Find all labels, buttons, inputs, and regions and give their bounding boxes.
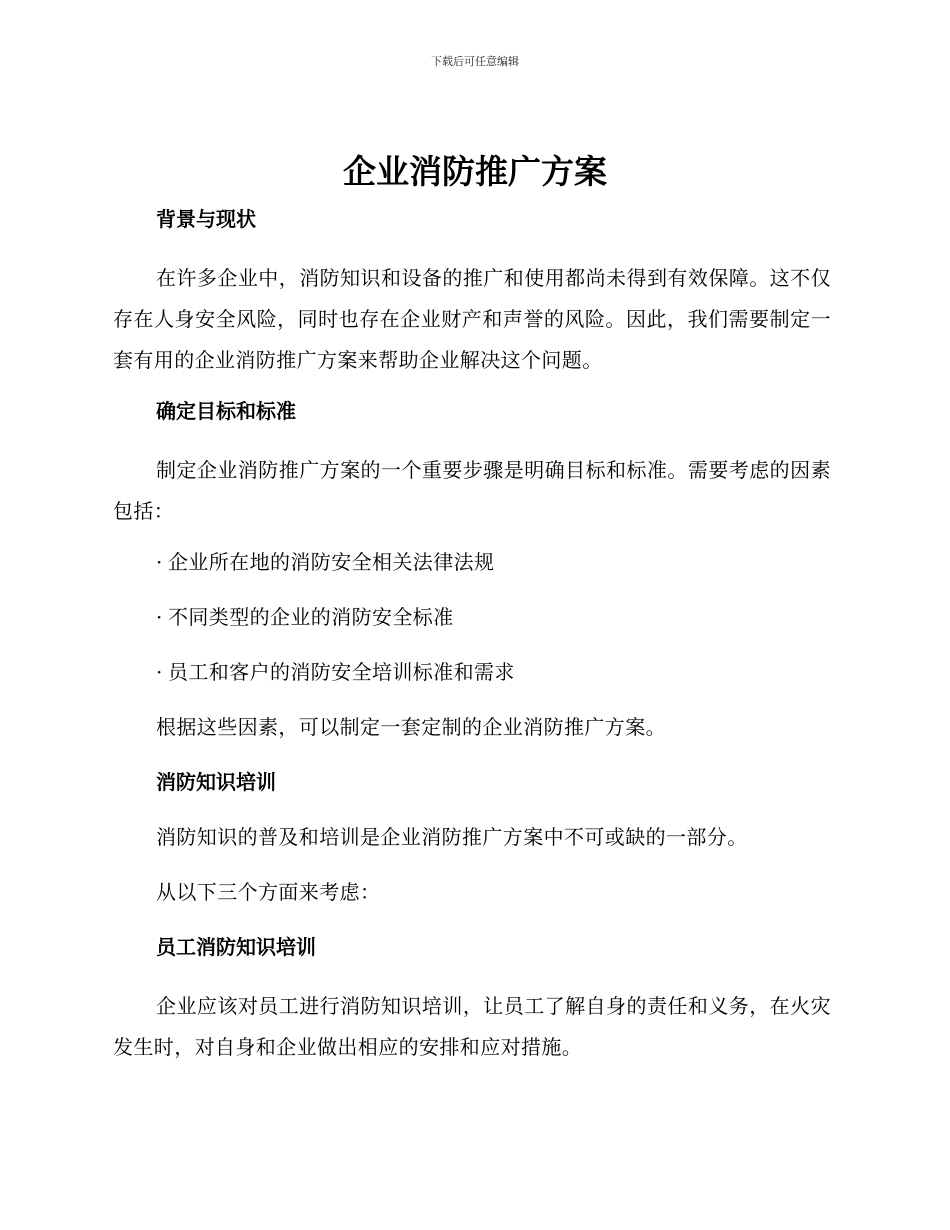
header-note: 下载后可任意编辑 <box>431 55 519 68</box>
paragraph-background: 在许多企业中，消防知识和设备的推广和使用都尚未得到有效保障。这不仅存在人身安全风险，同时也存在企业财产和声誉的风险。因此，我们需要制定一套有用的企业消防推广方案来帮助企业解决这个问题。 <box>113 266 831 372</box>
paragraph-training-2: 从以下三个方面来考虑： <box>156 880 381 904</box>
bullet-item <box>113 656 831 688</box>
bullet-dot-icon: · <box>156 605 163 629</box>
bullet-text: 不同类型的企业的消防安全标准 <box>168 605 454 629</box>
section-heading-background: 背景与现状 <box>156 207 256 231</box>
section-heading-goals: 确定目标和标准 <box>156 399 296 423</box>
document-body <box>113 203 831 1082</box>
document-title: 企业消防推广方案 <box>343 152 607 191</box>
bullet-item <box>113 546 831 578</box>
paragraph-training-1: 消防知识的普及和培训是企业消防推广方案中不可或缺的一部分。 <box>156 825 748 849</box>
paragraph-goals: 制定企业消防推广方案的一个重要步骤是明确目标和标准。需要考虑的因素包括： <box>113 458 831 523</box>
paragraph-staff-training: 企业应该对员工进行消防知识培训，让员工了解自身的责任和义务，在火灾发生时，对自身和企业做出相应的安排和应对措施。 <box>113 994 831 1059</box>
bullet-item <box>113 601 831 633</box>
section-heading-staff-training: 员工消防知识培训 <box>156 935 316 959</box>
bullet-dot-icon: · <box>156 550 163 574</box>
paragraph-goals-closing: 根据这些因素，可以制定一套定制的企业消防推广方案。 <box>156 715 666 739</box>
bullet-dot-icon: · <box>156 660 163 684</box>
bullet-text: 员工和客户的消防安全培训标准和需求 <box>168 660 515 684</box>
bullet-text: 企业所在地的消防安全相关法律法规 <box>168 550 495 574</box>
section-heading-training: 消防知识培训 <box>156 770 276 794</box>
